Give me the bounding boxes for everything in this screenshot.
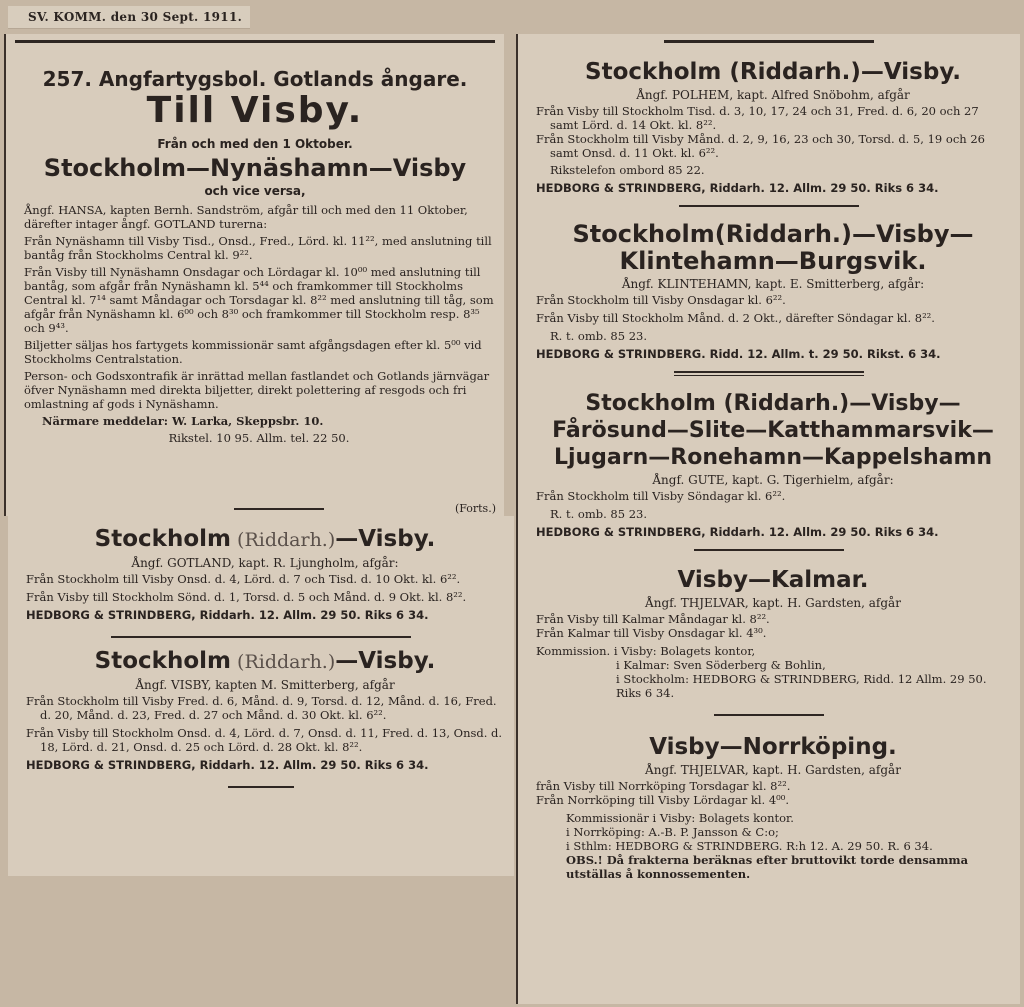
- ad-title-end: —Visby.: [335, 526, 436, 552]
- ad-title: Visby—Kalmar.: [677, 567, 869, 593]
- divider: [679, 205, 859, 207]
- commission-line: Kommission. i Visby: Bolagets kontor,: [536, 644, 756, 658]
- ad-title-sub: (Riddarh.): [231, 651, 336, 673]
- schedule-line: Från Visby till Kalmar Måndagar kl. 8²².: [536, 612, 770, 626]
- ship-line: Ångf. GOTLAND, kapt. R. Ljungholm, afgår:: [131, 556, 399, 570]
- ad-gute: [518, 382, 1020, 543]
- vice-versa: och vice versa,: [204, 184, 306, 198]
- schedule-line: Från Stockholm till Visby Fred. d. 6, Månd. d. 9, Torsd. d. 12, Månd. d. 16, Fred. d. 20, Månd. d. 23, Fred. d. 27 och Månd. d. 30 Okt. kl. 6²².: [26, 694, 497, 722]
- ad-gotland: [8, 516, 514, 626]
- commission-line: i Stockholm: HEDBORG & STRINDBERG, Ridd. 12 Allm. 29 50. Riks 6 34.: [616, 672, 987, 700]
- ad-number-title: 257. Angfartygsbol. Gotlands ångare.: [42, 67, 468, 91]
- ship-line: Ångf. POLHEM, kapt. Alfred Snöbohm, afgår: [636, 88, 910, 102]
- ship-line: Ångf. THJELVAR, kapt. H. Gardsten, afgår: [645, 596, 901, 610]
- schedule-line: Från Kalmar till Visby Onsdagar kl. 4³⁰.: [536, 626, 767, 640]
- schedule-line: Från Stockholm till Visby Onsd. d. 4, Lörd. d. 7 och Tisd. d. 10 Okt. kl. 6²².: [26, 572, 461, 586]
- divider: [694, 549, 844, 551]
- ad-title: Stockholm: [94, 526, 231, 552]
- ad-polhem: [518, 43, 1020, 199]
- page-header: SV. KOMM. den 30 Sept. 1911.: [8, 6, 250, 29]
- schedule-line: Från Visby till Stockholm Månd. d. 2 Okt., därefter Söndagar kl. 8²².: [536, 311, 935, 325]
- ad-title: Stockholm (Riddarh.)—Visby—Fårösund—Slite—Katthammarsvik—Ljugarn—Ronehamn—Kappelshamn: [552, 391, 994, 470]
- divider: [15, 40, 495, 43]
- agent-line: HEDBORG & STRINDBERG, Riddarh. 12. Allm. 29 50. Riks 6 34.: [26, 758, 429, 772]
- commission-line: Kommissionär i Visby: Bolagets kontor.: [566, 811, 794, 825]
- main-ad: [4, 34, 504, 516]
- ad-line: Ångf. HANSA, kapten Bernh. Sandström, afgår till och med den 11 Oktober, därefter intager ångf. GOTLAND turerna:: [24, 203, 468, 231]
- schedule-line: Från Stockholm till Visby Söndagar kl. 6²².: [536, 489, 786, 503]
- ad-title: Visby—Norrköping.: [649, 734, 897, 760]
- right-column-ads: [516, 34, 1020, 1004]
- schedule-line: Från Visby till Stockholm Sönd. d. 1, Torsd. d. 5 och Månd. d. 9 Okt. kl. 8²².: [26, 590, 467, 604]
- commission-line: i Sthlm: HEDBORG & STRINDBERG. R:h 12. A. 29 50. R. 6 34.: [566, 839, 933, 853]
- from-date: Från och med den 1 Oktober.: [157, 137, 353, 151]
- ad-title-end: —Visby.: [335, 648, 436, 674]
- ad-title-sub: (Riddarh.): [231, 529, 336, 551]
- agent-line: HEDBORG & STRINDBERG, Riddarh. 12. Allm. 29 50. Riks 6 34.: [26, 608, 429, 622]
- schedule-line: Från Visby till Stockholm Onsd. d. 4, Lörd. d. 7, Onsd. d. 11, Fred. d. 13, Onsd. d. 18, Lörd. d. 21, Onsd. d. 25 och Lörd. d. 28 Okt. kl. 8²².: [26, 726, 503, 754]
- ship-line: Ångf. KLINTEHAMN, kapt. E. Smitterberg, afgår:: [621, 277, 925, 291]
- agent-line: HEDBORG & STRINDBERG, Riddarh. 12. Allm. 29 50. Riks 6 34.: [536, 181, 939, 195]
- ad-norrkoping: [518, 722, 1020, 885]
- ship-line: Ångf. THJELVAR, kapt. H. Gardsten, afgår: [645, 763, 901, 777]
- divider: [234, 508, 324, 510]
- agent-line: HEDBORG & STRINDBERG. Ridd. 12. Allm. t. 29 50. Rikst. 6 34.: [536, 347, 941, 361]
- schedule-line: Från Stockholm till Visby Onsdagar kl. 6²².: [536, 293, 786, 307]
- big-title: Till Visby.: [146, 90, 364, 131]
- phone-line: Rikstel. 10 95. Allm. tel. 22 50.: [168, 431, 350, 445]
- divider: [714, 714, 824, 716]
- divider: [228, 786, 294, 788]
- agent-line: HEDBORG & STRINDBERG, Riddarh. 12. Allm. 29 50. Riks 6 34.: [536, 525, 939, 539]
- ad-line: Från Nynäshamn till Visby Tisd., Onsd., Fred., Lörd. kl. 11²², med anslutning till bantåg från Stockholms Central kl. 9²².: [24, 234, 492, 262]
- ad-title: Stockholm: [94, 648, 231, 674]
- schedule-line: från Visby till Norrköping Torsdagar kl. 8²².: [536, 779, 791, 793]
- ad-title: Stockholm (Riddarh.)—Visby.: [585, 59, 961, 85]
- ad-line: Från Visby till Nynäshamn Onsdagar och Lördagar kl. 10⁰⁰ med anslutning till bantåg, som afgår från Nynäshamn kl. 5⁴⁴ och framkommer till Stockholms Central kl. 7¹⁴ samt Måndagar och Torsdagar kl. 8²² med anslutning till tåg, som afgår från Nynäshamn kl. 6⁰⁰ och 8³⁰ och framkommer till Stockholm resp. 8³⁵ och 9⁴³.: [24, 265, 494, 335]
- contact-line: Närmare meddelar: W. Larka, Skeppsbr. 10.: [42, 414, 324, 428]
- left-bottom-ads: [8, 516, 514, 876]
- ship-line: Ångf. VISBY, kapten M. Smitterberg, afgår: [135, 678, 395, 692]
- ad-visby: [8, 644, 514, 776]
- divider: [111, 636, 411, 638]
- route-title: Stockholm—Nynäshamn—Visby: [43, 154, 467, 182]
- phone-line: R. t. omb. 85 23.: [550, 507, 647, 521]
- notice-line: OBS.! Då frakterna beräknas efter bruttovikt torde densamma utställas å konnossementen.: [566, 853, 969, 881]
- schedule-line: Från Norrköping till Visby Lördagar kl. 4⁰⁰.: [536, 793, 790, 807]
- ad-title: Stockholm(Riddarh.)—Visby—Klintehamn—Burgsvik.: [572, 220, 974, 275]
- schedule-line: Från Visby till Stockholm Tisd. d. 3, 10, 17, 24 och 31, Fred. d. 6, 20 och 27 samt Lörd. d. 14 Okt. kl. 8²².: [536, 104, 979, 132]
- ad-klintehamn: [518, 213, 1020, 365]
- ship-line: Ångf. GUTE, kapt. G. Tigerhielm, afgår:: [652, 473, 894, 487]
- ad-kalmar: [518, 557, 1020, 704]
- ad-line: Person- och Godsxontrafik är inrättad mellan fastlandet och Gotlands järnvägar öfver Nynäshamn med direkta biljetter, direkt polettering af resgods och fri omlastning af gods i Nynäshamn.: [24, 369, 490, 411]
- commission-line: i Kalmar: Sven Söderberg & Bohlin,: [616, 658, 826, 672]
- continued-note: (Forts.): [454, 502, 496, 515]
- schedule-line: Från Stockholm till Visby Månd. d. 2, 9, 16, 23 och 30, Torsd. d. 5, 19 och 26 samt Onsd. d. 11 Okt. kl. 6²².: [536, 132, 985, 160]
- divider: [674, 371, 864, 376]
- ad-line: Biljetter säljas hos fartygets kommissionär samt afgångsdagen efter kl. 5⁰⁰ vid Stockholms Centralstation.: [24, 338, 482, 366]
- commission-line: i Norrköping: A.-B. P. Jansson & C:o;: [566, 825, 779, 839]
- phone-line: R. t. omb. 85 23.: [550, 329, 647, 343]
- phone-line: Rikstelefon ombord 85 22.: [550, 163, 705, 177]
